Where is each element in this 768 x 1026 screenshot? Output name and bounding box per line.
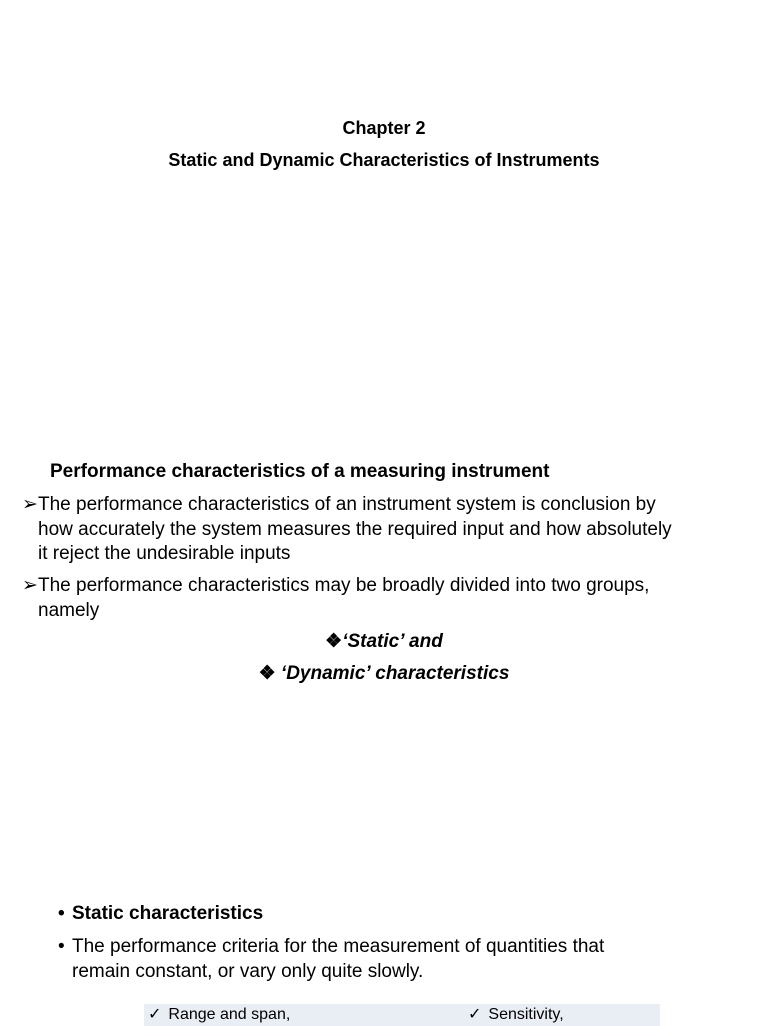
sub-item-static (0, 630, 768, 653)
chapter-title: Static and Dynamic Characteristics of Instruments (168, 150, 600, 170)
table-cell-range (148, 1004, 290, 1026)
table-cell-sensitivity-label: Sensitivity, (488, 1006, 564, 1023)
arrow-bullet-icon: ➢ (22, 575, 38, 596)
section-heading: Performance characteristics of a measuring instrument (50, 461, 550, 482)
table-cell-range-label: Range and span, (168, 1006, 291, 1023)
diamond-bullet-icon: ❖ (258, 663, 276, 684)
arrow-bullet-icon: ➢ (22, 494, 38, 515)
bullet-dot-icon: • (58, 903, 65, 924)
paragraph-2 (22, 574, 742, 623)
static-description-line-2: remain constant, or vary only quite slowly. (72, 960, 424, 982)
paragraph-1-line-2: how accurately the system measures the required input and how absolutely (38, 518, 672, 540)
paragraph-2-line-1: The performance characteristics may be broadly divided into two groups, (38, 575, 650, 596)
static-description-line-1: The performance criteria for the measurement of quantities that (72, 936, 605, 957)
paragraph-1 (22, 493, 742, 567)
characteristics-table-row (144, 1004, 660, 1026)
static-heading: Static characteristics (72, 903, 264, 924)
check-icon: ✓ (148, 1006, 162, 1023)
paragraph-1-line-3: it reject the undesirable inputs (38, 543, 291, 564)
check-icon: ✓ (468, 1006, 482, 1023)
sub-item-static-label: ‘Static’ and (342, 631, 443, 652)
table-cell-sensitivity (468, 1004, 564, 1026)
paragraph-2-line-2: namely (38, 599, 100, 621)
diamond-bullet-icon: ❖ (325, 631, 343, 652)
bullet-dot-icon: • (58, 936, 65, 957)
static-heading-item (58, 903, 263, 925)
sub-item-dynamic-label: ‘Dynamic’ characteristics (280, 663, 510, 684)
chapter-label: Chapter 2 (342, 118, 426, 138)
static-description (58, 935, 738, 984)
sub-item-dynamic (0, 662, 768, 685)
paragraph-1-line-1: The performance characteristics of an instrument system is conclusion by (38, 494, 656, 515)
